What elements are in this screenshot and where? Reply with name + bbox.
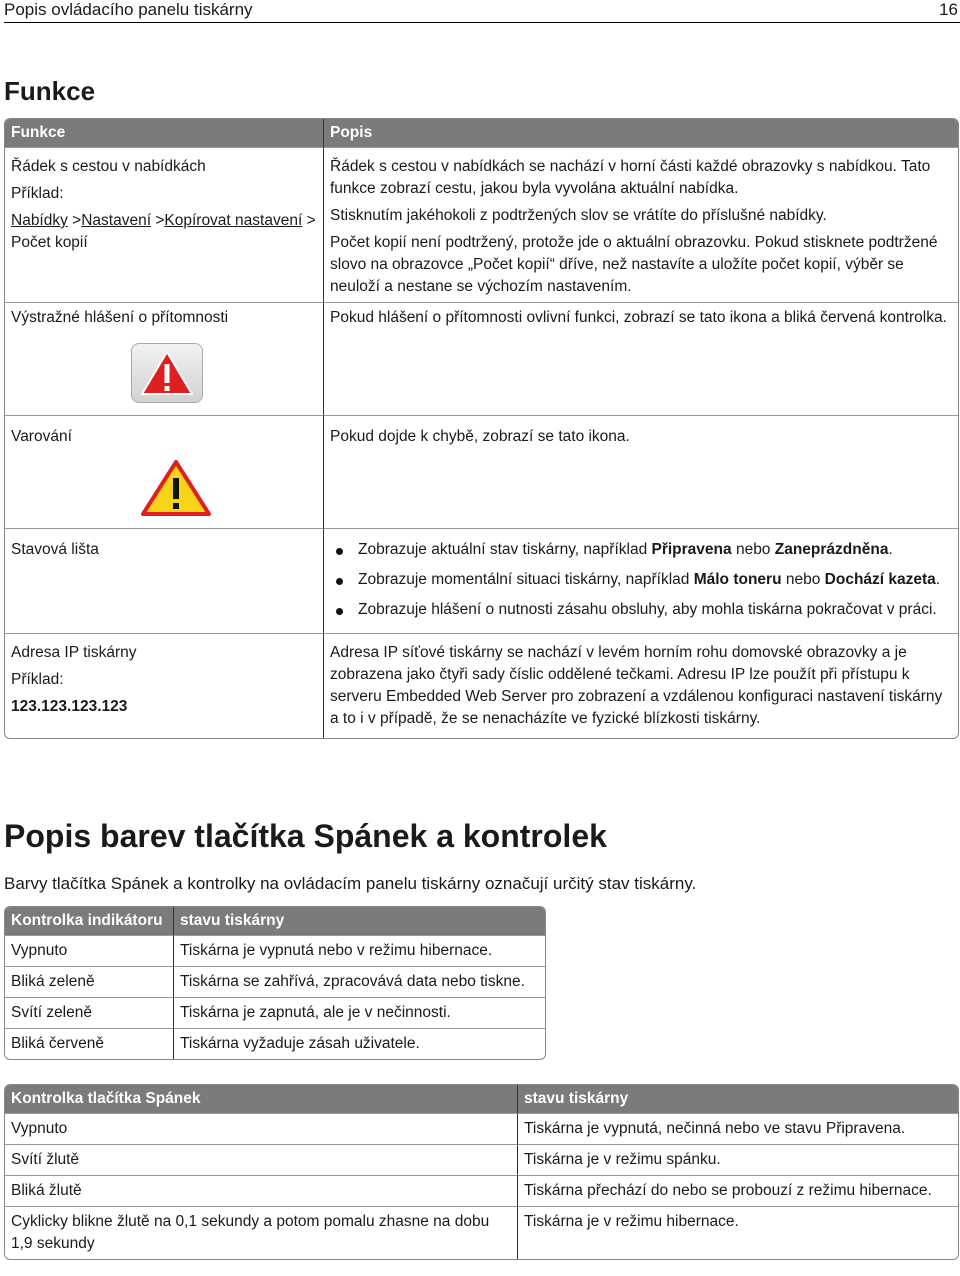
column-header-status: stavu tiskárny	[518, 1085, 958, 1113]
section-intro: Barvy tlačítka Spánek a kontrolky na ovládacím panelu tiskárny označují určitý stav tiskárny.	[4, 874, 697, 893]
functions-table	[4, 118, 959, 739]
attention-alert-icon	[131, 343, 203, 403]
cell-menu-path-desc: Řádek s cestou v nabídkách se nachází v horní části každé obrazovky s nabídkou. Tato funkce zobrazí cestu, jakou byla vyvolána aktuální nabídka. Stisknutím jakéhokoli z podtržených slov se vrátíte do příslušné nabídky. Počet kopií není podtržený, protože jde o aktuální obrazovku. Pokud stisknete podtržené slovo na obrazovce „Počet kopií“ dříve, než nastavíte a uložíte počet kopií, výběr se neuloží a nestane se výchozím nastavením.	[324, 147, 958, 302]
header-title: Popis ovládacího panelu tiskárny	[4, 0, 253, 19]
list-item: Zobrazuje aktuální stav tiskárny, například Připravena nebo Zaneprázdněna.	[330, 539, 952, 561]
section-heading-funkce: Funkce	[4, 76, 96, 106]
warning-icon	[139, 458, 213, 518]
cell-attention-label: Výstražné hlášení o přítomnosti	[5, 302, 324, 415]
table-row: Vypnuto Tiskárna je vypnutá nebo v režimu hibernace.	[5, 935, 545, 966]
breadcrumb-current: Počet kopií	[11, 234, 88, 251]
table-row: Bliká žlutě Tiskárna přechází do nebo se probouzí z režimu hibernace.	[5, 1175, 958, 1206]
example-ip-value: 123.123.123.123	[11, 698, 128, 715]
cell-warning-label: Varování	[5, 415, 324, 528]
cell-warning-desc: Pokud dojde k chybě, zobrazí se tato ikona.	[324, 415, 958, 528]
cell-attention-desc: Pokud hlášení o přítomnosti ovlivní funkci, zobrazí se tato ikona a bliká červená kontrolka.	[324, 302, 958, 415]
column-header-sleep: Kontrolka tlačítka Spánek	[5, 1085, 518, 1113]
column-header-funkce: Funkce	[5, 119, 324, 147]
breadcrumb-link-nastaveni[interactable]: Nastavení	[81, 212, 152, 229]
table-row-warning	[5, 415, 958, 528]
cell-status-desc	[324, 528, 958, 633]
table-header-row	[5, 1085, 958, 1113]
breadcrumb-link-nabidky[interactable]: Nabídky	[11, 212, 68, 229]
section-heading-colors: Popis barev tlačítka Spánek a kontrolek	[4, 818, 607, 854]
cell-menu-path-label: Řádek s cestou v nabídkách Příklad: Nabídky >Nastavení >Kopírovat nastavení > Počet kopií	[5, 147, 324, 302]
cell-ip-label: Adresa IP tiskárny Příklad: 123.123.123.123	[5, 633, 324, 738]
column-header-indicator: Kontrolka indikátoru	[5, 907, 174, 935]
page-number: 16	[939, 0, 958, 19]
list-item: Zobrazuje momentální situaci tiskárny, například Málo toneru nebo Dochází kazeta.	[330, 569, 952, 591]
sleep-button-table	[4, 1084, 959, 1260]
column-header-status: stavu tiskárny	[174, 907, 545, 935]
column-header-popis: Popis	[324, 119, 958, 147]
list-item: Zobrazuje hlášení o nutnosti zásahu obsluhy, aby mohla tiskárna pokračovat v práci.	[330, 599, 952, 621]
table-row-ip-address	[5, 633, 958, 738]
status-bullet-list	[330, 539, 952, 621]
example-breadcrumb: Nabídky >Nastavení >Kopírovat nastavení >	[11, 212, 316, 229]
table-row: Vypnuto Tiskárna je vypnutá, nečinná nebo ve stavu Připravena.	[5, 1113, 958, 1144]
table-header-row	[5, 119, 958, 147]
table-row-menu-path	[5, 147, 958, 302]
table-header-row	[5, 907, 545, 935]
table-row-status-bar	[5, 528, 958, 633]
indicator-light-table	[4, 906, 546, 1060]
page-header	[4, 0, 960, 23]
breadcrumb-link-kopirovat[interactable]: Kopírovat nastavení	[164, 212, 303, 229]
table-row: Svítí žlutě Tiskárna je v režimu spánku.	[5, 1144, 958, 1175]
table-row: Bliká zeleně Tiskárna se zahřívá, zpracovává data nebo tiskne.	[5, 966, 545, 997]
cell-status-label: Stavová lišta	[5, 528, 324, 633]
table-row-attention	[5, 302, 958, 415]
table-row: Bliká červeně Tiskárna vyžaduje zásah uživatele.	[5, 1028, 545, 1059]
table-row: Cyklicky blikne žlutě na 0,1 sekundy a potom pomalu zhasne na dobu 1,9 sekundy Tiskárna je v režimu hibernace.	[5, 1206, 958, 1259]
table-row: Svítí zeleně Tiskárna je zapnutá, ale je v nečinnosti.	[5, 997, 545, 1028]
cell-ip-desc: Adresa IP síťové tiskárny se nachází v levém horním rohu domovské obrazovky a je zobrazena jako čtyři sady číslic oddělené tečkami. Adresu IP lze použít při přístupu k serveru Embedded Web Server pro zobrazení a vzdálenou konfiguraci nastavení tiskárny a to i v případě, že se nenacházíte ve fyzické blízkosti tiskárny.	[324, 633, 958, 738]
